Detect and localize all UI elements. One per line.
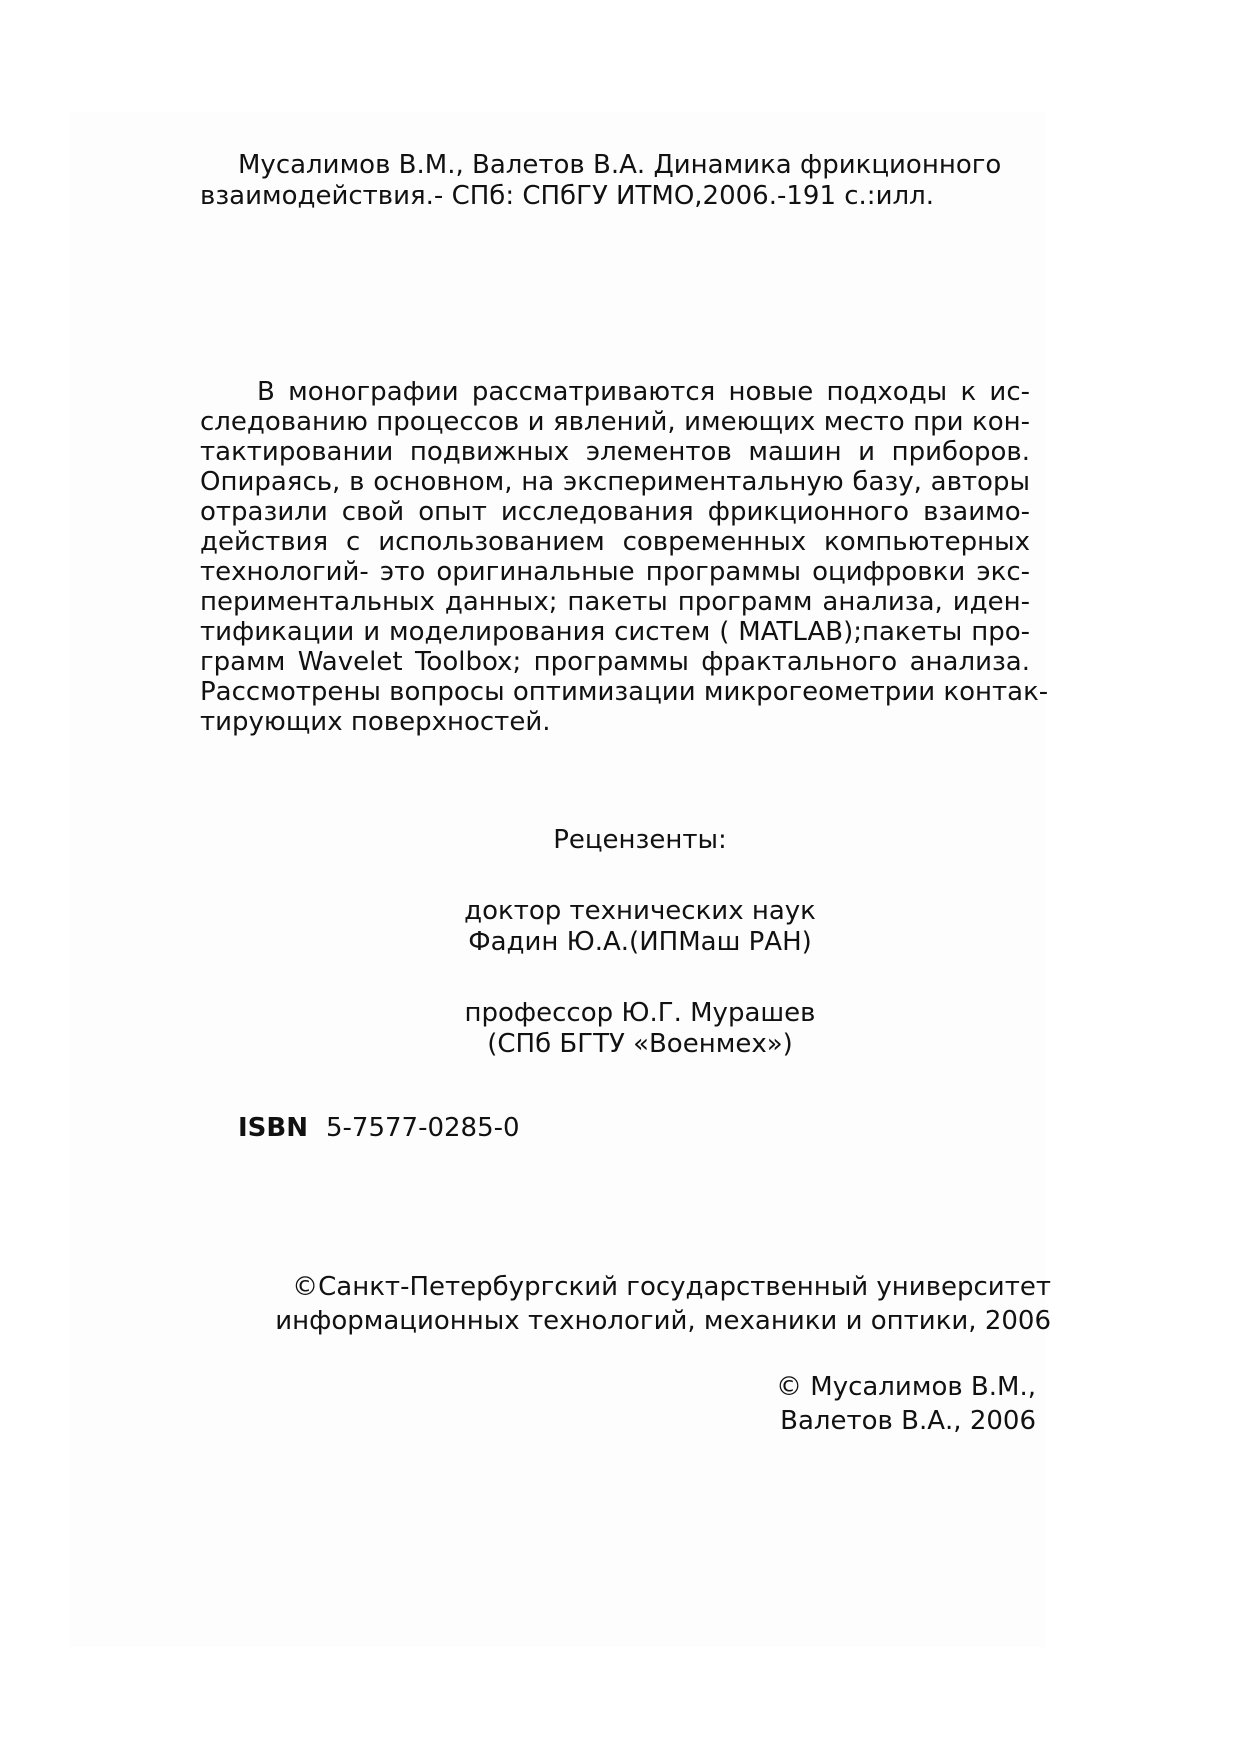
abstract-line: периментальных данных; пакеты программ анализа, иден- (200, 587, 1030, 617)
abstract-line: тификации и моделирования систем ( MATLAB);пакеты про- (200, 617, 1030, 647)
abstract-line: отразили свой опыт исследования фрикционного взаимо- (200, 497, 1030, 527)
reviewer-1 (400, 896, 880, 958)
copyright-university-line-2: информационных технологий, механики и оптики, 2006 (275, 1306, 1051, 1336)
abstract-line: В монографии рассматриваются новые подходы к ис- (257, 377, 1030, 407)
reviewer-2-affiliation: (СПб БГТУ «Военмех») (487, 1029, 793, 1059)
reviewer-1-title: доктор технических наук (464, 896, 816, 926)
copyright-authors (776, 1370, 1036, 1438)
abstract-paragraph (200, 377, 1049, 737)
copyright-authors-line-1: © Мусалимов В.М., (776, 1372, 1036, 1402)
reviewers-section (400, 825, 880, 1100)
abstract-line: технологий- это оригинальные программы оцифровки экс- (200, 557, 1030, 587)
abstract-line: тактировании подвижных элементов машин и приборов. (200, 437, 1030, 467)
copyright-university (275, 1270, 1051, 1338)
reviewers-title: Рецензенты: (553, 825, 727, 855)
abstract-line: Опираясь, в основном, на экспериментальную базу, авторы (200, 467, 1030, 497)
abstract-line: тирующих поверхностей. (200, 707, 551, 737)
reviewer-1-name: Фадин Ю.А.(ИПМаш РАН) (468, 927, 812, 957)
isbn-line (238, 1113, 520, 1144)
reviewer-2-title: профессор Ю.Г. Мурашев (464, 998, 816, 1028)
isbn-number: 5-7577-0285-0 (325, 1113, 520, 1143)
bibliographic-record (200, 150, 1030, 212)
bibliographic-line-2: взаимодействия.- СПб: СПбГУ ИТМО,2006.-191 с.:илл. (200, 181, 934, 211)
abstract-line: следованию процессов и явлений, имеющих место при кон- (200, 407, 1030, 437)
bibliographic-line-1: Мусалимов В.М., Валетов В.А. Динамика фрикционного (238, 150, 1002, 180)
abstract-line: грамм Wavelet Toolbox; программы фрактального анализа. (200, 647, 1030, 677)
copyright-university-line-1: ©Санкт-Петербургский государственный университет (292, 1272, 1051, 1302)
abstract-line: действия с использованием современных компьютерных (200, 527, 1030, 557)
abstract-line: Рассмотрены вопросы оптимизации микрогеометрии контак- (200, 677, 1049, 707)
isbn-label: ISBN (238, 1113, 308, 1143)
reviewer-2 (400, 998, 880, 1060)
copyright-authors-line-2: Валетов В.А., 2006 (780, 1406, 1036, 1436)
